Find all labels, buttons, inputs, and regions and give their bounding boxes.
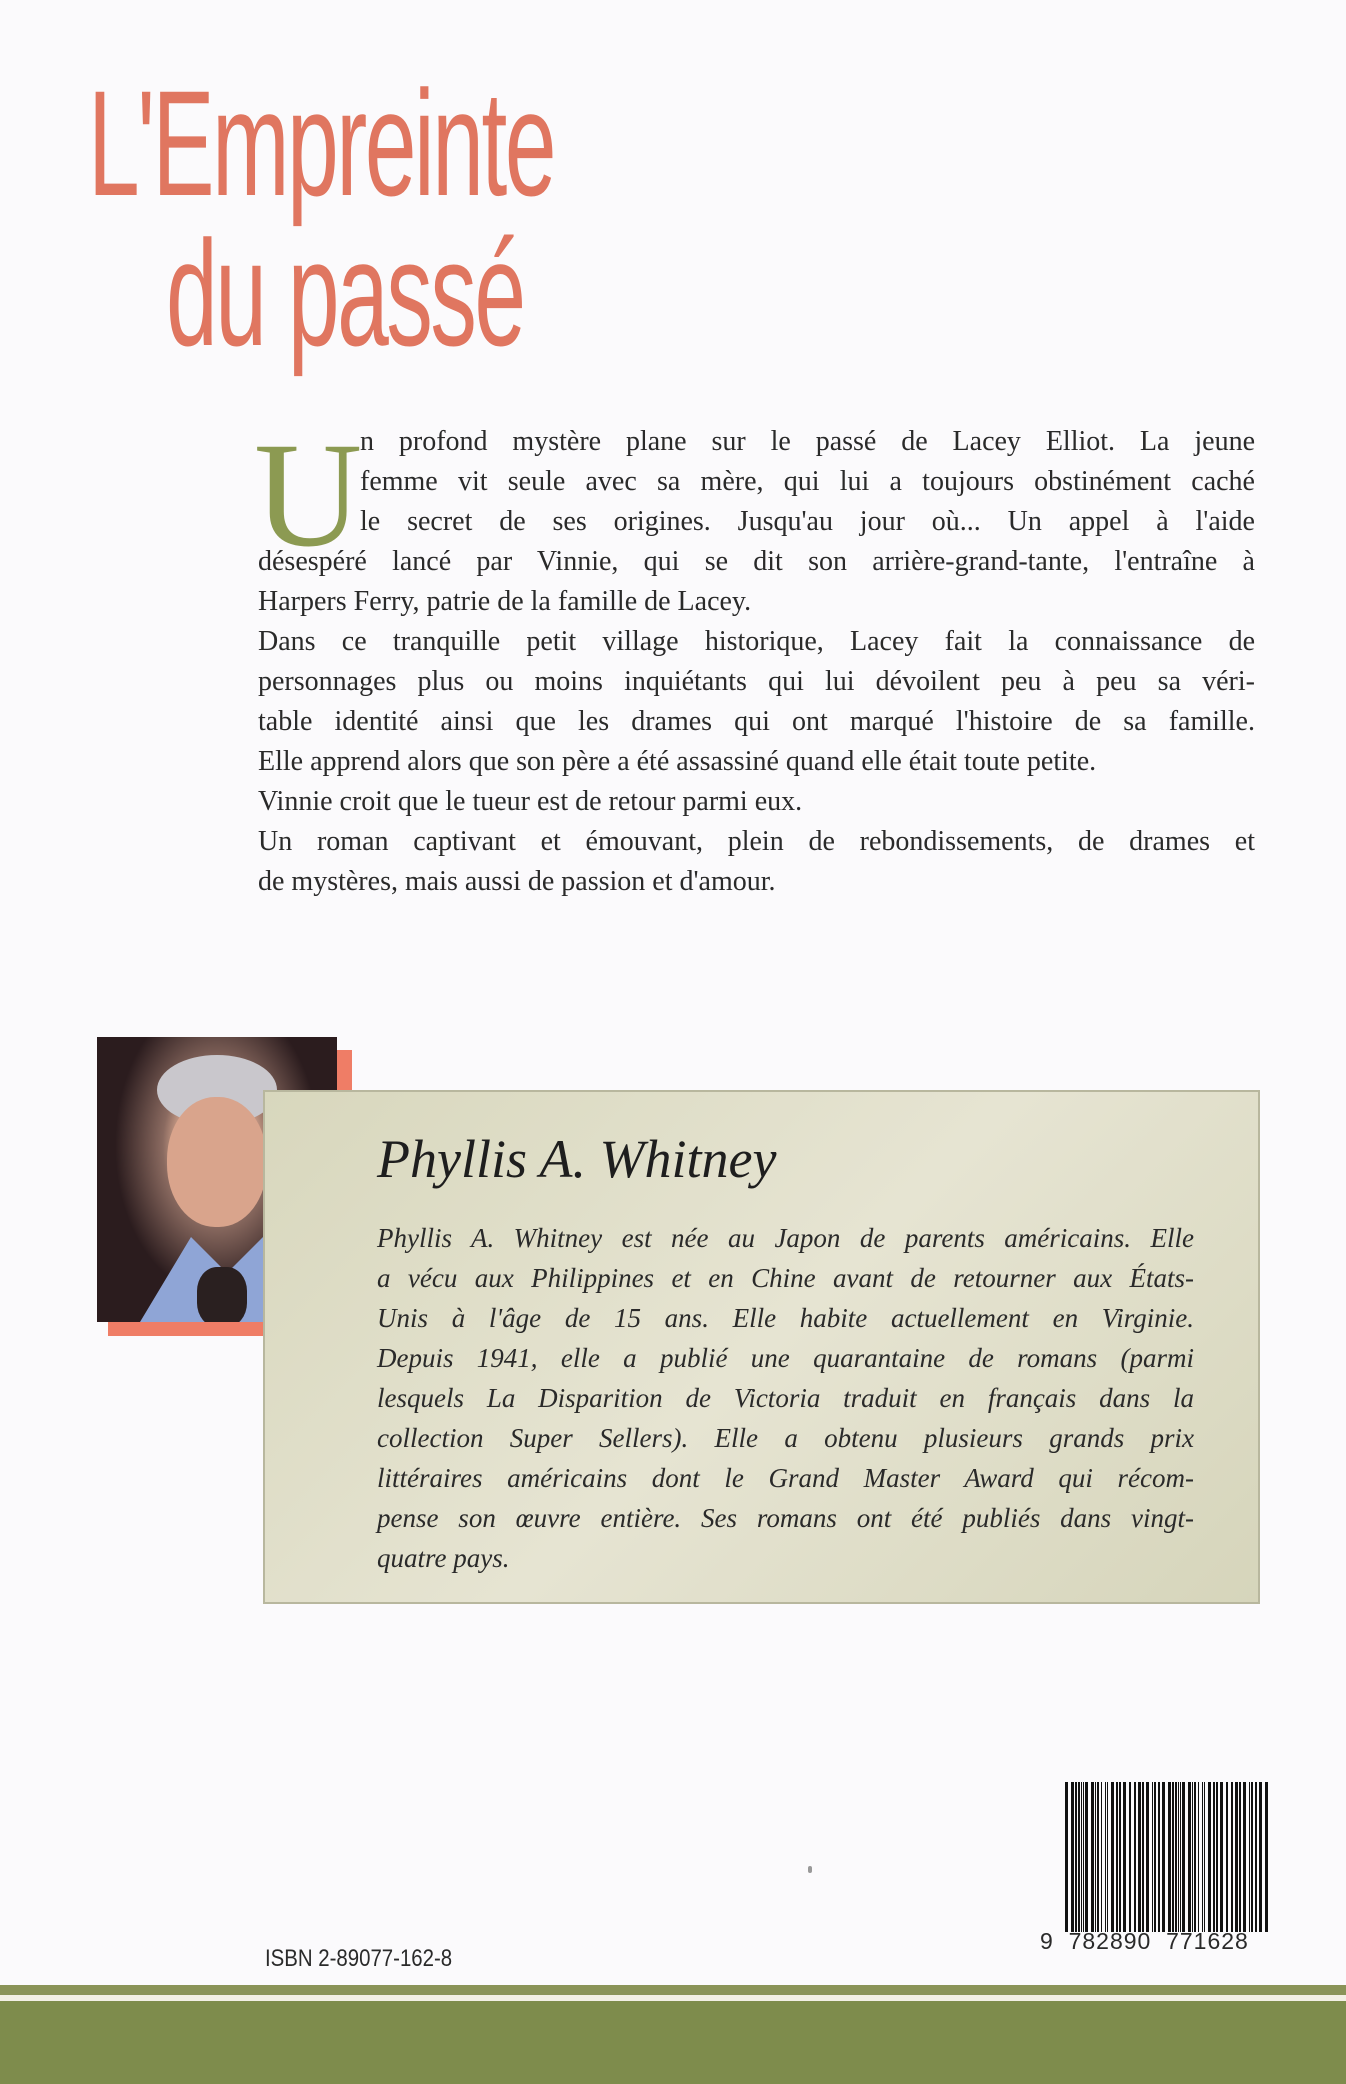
bio-line: collection Super Sellers). Elle a obtenu plusieurs grands prix [377, 1423, 1194, 1453]
barcode-bar [1081, 1782, 1082, 1932]
barcode-bar [1097, 1782, 1099, 1932]
synopsis-line: Vinnie croit que le tueur est de retour parmi eux. [258, 786, 803, 817]
barcode-icon [1063, 1782, 1268, 1932]
synopsis-line: Un roman captivant et émouvant, plein de rebondissements, de drames et [258, 826, 1255, 857]
bio-line: Phyllis A. Whitney est née au Japon de parents américains. Elle [377, 1223, 1194, 1253]
barcode-bar [1162, 1782, 1165, 1932]
isbn: ISBN 2-89077-162-8 [265, 1945, 453, 1972]
synopsis-line: femme vit seule avec sa mère, qui lui a toujours obstinément caché [360, 466, 1255, 497]
drop-cap: U [254, 412, 363, 578]
barcode-bar [1154, 1782, 1156, 1932]
barcode-bar [1158, 1782, 1160, 1932]
barcode-bar [1259, 1782, 1262, 1932]
barcode-bar [1085, 1782, 1088, 1932]
synopsis-text [258, 422, 1255, 902]
author-name: Phyllis A. Whitney [377, 1129, 777, 1189]
barcode-bar [1142, 1782, 1144, 1932]
bio-line: quatre pays. [377, 1543, 510, 1573]
synopsis-line: n profond mystère plane sur le passé de Lacey Elliot. La jeune [360, 426, 1255, 457]
bottom-green-band [0, 1995, 1346, 2084]
barcode-bar [1180, 1782, 1181, 1932]
barcode-bar [1105, 1782, 1106, 1932]
barcode-bar [1129, 1782, 1131, 1932]
barcode-bar [1065, 1782, 1068, 1932]
barcode-bar [1091, 1782, 1094, 1932]
barcode-bar [1083, 1782, 1084, 1932]
barcode-bar [1175, 1782, 1177, 1932]
barcode-bar [1182, 1782, 1185, 1932]
barcode-bar [1251, 1782, 1253, 1932]
synopsis-line: Dans ce tranquille petit village historique, Lacey fait la connaissance de [258, 626, 1255, 657]
synopsis-line: le secret de ses origines. Jusqu'au jour où... Un appel à l'aide [360, 506, 1255, 537]
barcode-bar [1116, 1782, 1118, 1932]
barcode-bar [1198, 1782, 1199, 1932]
barcode-bar [1078, 1782, 1080, 1932]
barcode-bar [1216, 1782, 1218, 1932]
barcode-bar [1226, 1782, 1228, 1932]
synopsis-line: table identité ainsi que les drames qui ont marqué l'histoire de sa famille. [258, 706, 1255, 737]
barcode-digits: 9 782890 771628 [1040, 1928, 1249, 1954]
barcode-bar [1239, 1782, 1241, 1932]
barcode-bar [1101, 1782, 1102, 1932]
bio-line: pense son œuvre entière. Ses romans ont été publiés dans vingt- [377, 1503, 1194, 1533]
barcode-bar [1213, 1782, 1215, 1932]
synopsis-line: Elle apprend alors que son père a été assassiné quand elle était toute petite. [258, 746, 1097, 777]
barcode-bar [1134, 1782, 1136, 1932]
synopsis-line: de mystères, mais aussi de passion et d'amour. [258, 866, 776, 897]
barcode-bar [1235, 1782, 1238, 1932]
synopsis-line: personnages plus ou moins inquiétants qui lui dévoilent peu à peu sa véri- [258, 666, 1255, 697]
barcode-bar [1192, 1782, 1193, 1932]
barcode-bar [1194, 1782, 1196, 1932]
barcode-bar [1146, 1782, 1149, 1932]
bio-line: Unis à l'âge de 15 ans. Elle habite actuellement en Virginie. [377, 1303, 1194, 1333]
barcode-bar [1152, 1782, 1153, 1932]
barcode-bar [1243, 1782, 1246, 1932]
barcode-bar [1220, 1782, 1223, 1932]
bio-line: Depuis 1941, elle a publié une quarantaine de romans (parmi [377, 1343, 1194, 1373]
barcode-bar [1071, 1782, 1074, 1932]
synopsis-line: désespéré lancé par Vinnie, qui se dit son arrière-grand-tante, l'entraîne à [258, 546, 1255, 577]
bio-line: littéraires américains dont le Grand Master Award qui récom- [377, 1463, 1194, 1493]
barcode-bar [1123, 1782, 1126, 1932]
speck [808, 1866, 812, 1873]
barcode-bar [1168, 1782, 1171, 1932]
barcode-bar [1231, 1782, 1233, 1932]
barcode-bar [1204, 1782, 1205, 1932]
barcode-bar [1107, 1782, 1108, 1932]
barcode-bar [1178, 1782, 1179, 1932]
book-title-line-2: du passé [166, 209, 524, 377]
bio-line: a vécu aux Philippines et en Chine avant de retourner aux États- [377, 1263, 1194, 1293]
barcode-bar [1119, 1782, 1121, 1932]
barcode-bar [1249, 1782, 1250, 1932]
book-title-line-1: L'Empreinte [88, 59, 555, 227]
barcode-bar [1111, 1782, 1114, 1932]
barcode-bar [1202, 1782, 1203, 1932]
barcode-bar [1095, 1782, 1096, 1932]
barcode-bar [1255, 1782, 1257, 1932]
barcode-bar [1075, 1782, 1077, 1932]
barcode-bar [1188, 1782, 1191, 1932]
barcode-bar [1265, 1782, 1268, 1932]
barcode-bar [1172, 1782, 1174, 1932]
author-bio-text [377, 1218, 1194, 1578]
barcode-bar [1208, 1782, 1211, 1932]
barcode-bar [1138, 1782, 1141, 1932]
bio-line: lesquels La Disparition de Victoria traduit en français dans la [377, 1383, 1194, 1413]
synopsis-line: Harpers Ferry, patrie de la famille de Lacey. [258, 586, 752, 617]
